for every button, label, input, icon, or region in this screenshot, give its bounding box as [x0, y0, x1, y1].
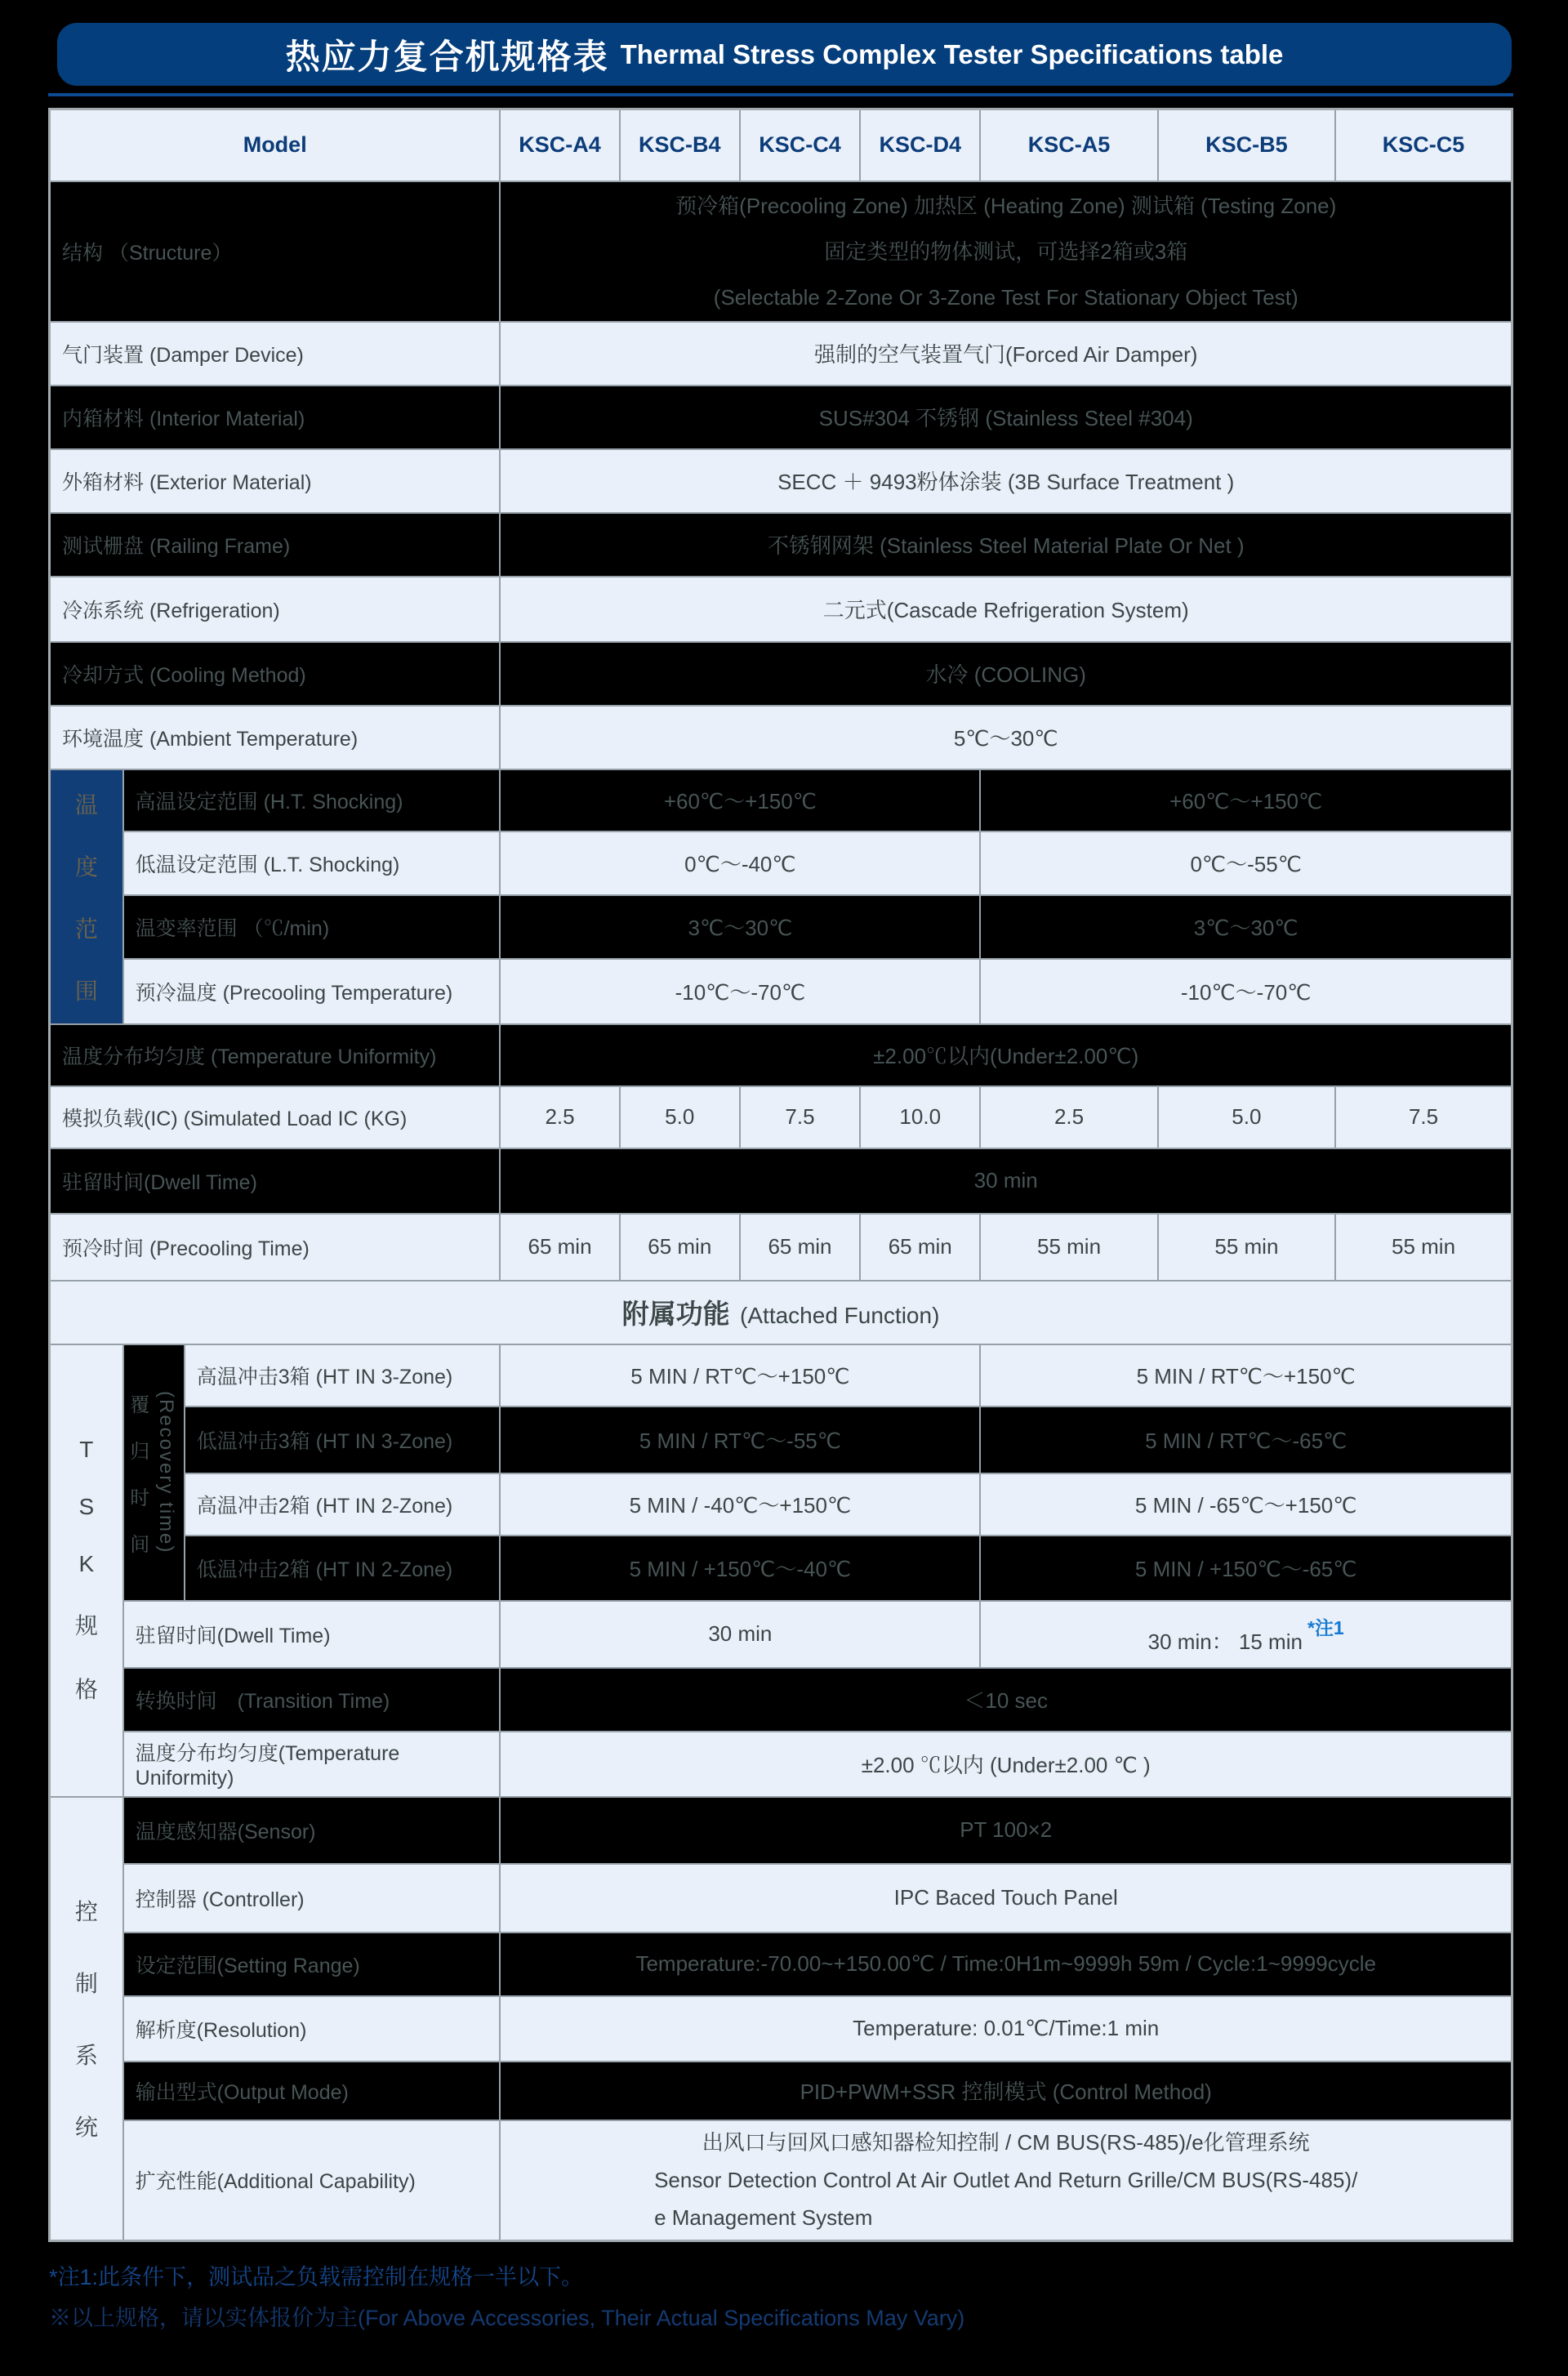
- row-lt2: [50, 1536, 1512, 1601]
- vertical-char: 系: [74, 2043, 98, 2069]
- row-lt3-value-a: 5 MIN / RT℃～-55℃: [500, 1406, 980, 1473]
- row-uniformity-2: [50, 1732, 1512, 1797]
- row-dwell-1: [50, 1148, 1512, 1214]
- vertical-char: S: [78, 1493, 95, 1519]
- precool-time-cell: 65 min: [620, 1214, 740, 1281]
- vertical-char: 制: [74, 1971, 98, 1997]
- row-railing: [50, 513, 1512, 577]
- row-ambient-value: 5℃～30℃: [500, 706, 1512, 769]
- vertical-char: 间: [130, 1533, 150, 1556]
- vertical-char: 温: [74, 791, 98, 818]
- load-value-cell: 10.0: [860, 1086, 980, 1148]
- row-dwell-2-label: 驻留时间(Dwell Time): [123, 1601, 501, 1668]
- title-bar: [57, 23, 1512, 86]
- row-exterior-value: SECC ＋ 9493粉体涂装 (3B Surface Treatment ): [500, 449, 1512, 513]
- row-precool-temp-value-b: -10℃～-70℃: [980, 959, 1512, 1024]
- row-resolution-value: Temperature: 0.01℃/Time:1 min: [500, 1996, 1512, 2062]
- row-capability-label: 扩充性能(Additional Capability): [123, 2120, 501, 2241]
- row-sensor: [50, 1797, 1512, 1864]
- header-divider: [48, 93, 1513, 96]
- model-col-header: KSC-A4: [500, 109, 619, 181]
- row-controller-value: IPC Baced Touch Panel: [500, 1864, 1512, 1932]
- row-lt3: [50, 1406, 1512, 1473]
- row-lt-shocking: [50, 831, 1512, 895]
- row-resolution: [50, 1996, 1512, 2062]
- row-ht2-value-a: 5 MIN / -40℃～+150℃: [500, 1473, 980, 1536]
- load-value-cell: 5.0: [1158, 1086, 1335, 1148]
- row-structure-label: 结构 （Structure）: [50, 181, 501, 322]
- row-ht-label: 高温设定范围 (H.T. Shocking): [123, 769, 501, 831]
- row-output-mode-value: PID+PWM+SSR 控制模式 (Control Method): [500, 2062, 1512, 2120]
- precool-time-cell: 55 min: [1158, 1214, 1335, 1281]
- precool-time-cell: 65 min: [860, 1214, 980, 1281]
- load-value-cell: 7.5: [740, 1086, 860, 1148]
- vertical-char: 格: [74, 1676, 98, 1702]
- row-interior-label: 内箱材料 (Interior Material): [50, 386, 501, 449]
- row-exterior: [50, 449, 1512, 513]
- row-ambient: [50, 706, 1512, 769]
- precool-time-cell: 65 min: [740, 1214, 860, 1281]
- row-railing-label: 测试栅盘 (Railing Frame): [50, 513, 501, 577]
- row-dwell-2: [50, 1601, 1512, 1668]
- row-uniformity-2-value: ±2.00 ℃以内 (Under±2.00 ℃ ): [500, 1732, 1512, 1797]
- row-dwell-2-value-b: [980, 1601, 1512, 1668]
- row-precool-temp-label: 预冷温度 (Precooling Temperature): [123, 959, 501, 1024]
- row-uniformity-2-label: 温度分布均匀度(Temperature Uniformity): [123, 1732, 501, 1797]
- row-lt-value-a: 0℃～-40℃: [500, 831, 980, 895]
- note-ref: *注1: [1307, 1616, 1344, 1638]
- row-uniformity-1: [50, 1024, 1512, 1086]
- model-col-header: KSC-A5: [980, 109, 1157, 181]
- row-sensor-label: 温度感知器(Sensor): [123, 1797, 501, 1864]
- row-output-mode: [50, 2062, 1512, 2120]
- vertical-char: 规: [74, 1612, 98, 1638]
- row-uniformity-1-value: ±2.00℃以内(Under±2.00℃): [500, 1024, 1512, 1086]
- row-load-label: 模拟负载(IC) (Simulated Load IC (KG): [50, 1086, 501, 1148]
- row-rate-label: 温变率范围 （℃/min): [123, 895, 501, 959]
- vertical-char: T: [79, 1436, 94, 1462]
- model-col-header: KSC-B4: [620, 109, 740, 181]
- row-lt-value-b: 0℃～-55℃: [980, 831, 1512, 895]
- capability-sub-lines: [654, 2161, 1357, 2236]
- model-col-header: KSC-C5: [1335, 109, 1512, 181]
- row-exterior-label: 外箱材料 (Exterior Material): [50, 449, 501, 513]
- row-cooling-label: 冷却方式 (Cooling Method): [50, 642, 501, 706]
- spec-table: [48, 108, 1513, 2242]
- section-label-recovery: [123, 1344, 185, 1601]
- row-cooling: [50, 642, 1512, 706]
- row-rate: [50, 895, 1512, 959]
- precool-time-cell: 55 min: [1335, 1214, 1512, 1281]
- row-lt2-value-b: 5 MIN / +150℃～-65℃: [980, 1536, 1512, 1601]
- footnote-2: ※以上规格，请以实体报价为主(For Above Accessories, Their Actual Specifications May Vary): [49, 2306, 965, 2330]
- row-refrigeration-value: 二元式(Cascade Refrigeration System): [500, 577, 1512, 642]
- row-cooling-value: 水冷 (COOLING): [500, 642, 1512, 706]
- row-sensor-value: PT 100×2: [500, 1797, 1512, 1864]
- row-setting-range-value: Temperature:-70.00~+150.00℃ / Time:0H1m~9999h 59m / Cycle:1~9999cycle: [500, 1932, 1512, 1996]
- load-value-cell: 2.5: [500, 1086, 619, 1148]
- row-resolution-label: 解析度(Resolution): [123, 1996, 501, 2062]
- row-ht3: [50, 1344, 1512, 1406]
- row-lt-label: 低温设定范围 (L.T. Shocking): [123, 831, 501, 895]
- attached-function-zh: 附属功能: [621, 1299, 730, 1329]
- row-dwell-2-value-a: 30 min: [500, 1601, 980, 1668]
- row-uniformity-1-label: 温度分布均匀度 (Temperature Uniformity): [50, 1024, 501, 1086]
- row-interior: [50, 386, 1512, 449]
- row-damper: [50, 322, 1512, 386]
- row-dwell-1-label: 驻留时间(Dwell Time): [50, 1148, 501, 1214]
- row-transition-value: ＜10 sec: [500, 1668, 1512, 1732]
- row-setting-range-label: 设定范围(Setting Range): [123, 1932, 501, 1996]
- row-precool-time: [50, 1214, 1512, 1281]
- section-label-tsk: [50, 1344, 123, 1797]
- row-transition-label: 转换时间 (Transition Time): [123, 1668, 501, 1732]
- capability-line: e Management System: [654, 2205, 873, 2231]
- vertical-char: 时: [130, 1487, 150, 1509]
- row-capability: [50, 2120, 1512, 2241]
- model-row-label: Model: [50, 109, 501, 181]
- row-lt2-label: 低温冲击2箱 (HT IN 2-Zone): [185, 1536, 501, 1601]
- precool-time-cell: 55 min: [980, 1214, 1157, 1281]
- structure-line: (Selectable 2-Zone Or 3-Zone Test For Stationary Object Test): [713, 284, 1298, 310]
- row-rate-value-b: 3℃～30℃: [980, 895, 1512, 959]
- vertical-char: 范: [74, 916, 98, 942]
- page-title-en: Thermal Stress Complex Tester Specifications table: [620, 38, 1284, 69]
- row-railing-value: 不锈钢网架 (Stainless Steel Material Plate Or Net ): [500, 513, 1512, 577]
- row-attached-function: [50, 1281, 1512, 1344]
- row-ht3-value-a: 5 MIN / RT℃～+150℃: [500, 1344, 980, 1406]
- vertical-char: K: [78, 1550, 95, 1576]
- vertical-char: 围: [74, 978, 98, 1004]
- section-label-control: [50, 1797, 123, 2241]
- section-label-temp-range: [50, 769, 123, 1024]
- page-title-zh: 热应力复合机规格表: [285, 37, 609, 76]
- row-lt2-value-a: 5 MIN / +150℃～-40℃: [500, 1536, 980, 1601]
- model-col-header: KSC-D4: [860, 109, 980, 181]
- recovery-time-en: (Recovery time): [155, 1390, 178, 1554]
- structure-line: 固定类型的物体测试，可选择2箱或3箱: [824, 238, 1188, 264]
- model-col-header: KSC-C4: [740, 109, 860, 181]
- vertical-char: 覆: [130, 1393, 150, 1416]
- row-ht-value-a: +60℃～+150℃: [500, 769, 980, 831]
- footnote-1: *注1:此条件下，测试品之负载需控制在规格一半以下。: [49, 2265, 584, 2289]
- row-ht2-label: 高温冲击2箱 (HT IN 2-Zone): [185, 1473, 501, 1536]
- row-precool-temp-value-a: -10℃～-70℃: [500, 959, 980, 1024]
- load-value-cell: 2.5: [980, 1086, 1157, 1148]
- structure-line: 预冷箱(Precooling Zone) 加热区 (Heating Zone) 测试箱 (Testing Zone): [675, 193, 1337, 218]
- row-ht2: [50, 1473, 1512, 1536]
- row-structure: [50, 181, 1512, 322]
- row-ambient-label: 环境温度 (Ambient Temperature): [50, 706, 501, 769]
- row-precool-time-label: 预冷时间 (Precooling Time): [50, 1214, 501, 1281]
- model-row: [50, 109, 1512, 181]
- row-lt3-label: 低温冲击3箱 (HT IN 3-Zone): [185, 1406, 501, 1473]
- row-setting-range: [50, 1932, 1512, 1996]
- attached-function-en: (Attached Function): [740, 1303, 940, 1328]
- row-transition: [50, 1668, 1512, 1732]
- load-value-cell: 7.5: [1335, 1086, 1512, 1148]
- precool-time-cell: 65 min: [500, 1214, 619, 1281]
- capability-line: Sensor Detection Control At Air Outlet And Return Grille/CM BUS(RS-485)/: [654, 2168, 1358, 2193]
- row-output-mode-label: 输出型式(Output Mode): [123, 2062, 501, 2120]
- capability-line: 出风口与回风口感知器检知控制 / CM BUS(RS-485)/e化管理系统: [702, 2130, 1310, 2155]
- row-rate-value-a: 3℃～30℃: [500, 895, 980, 959]
- row-load: [50, 1086, 1512, 1148]
- model-col-header: KSC-B5: [1158, 109, 1335, 181]
- row-ht-shocking: [50, 769, 1512, 831]
- row-ht2-value-b: 5 MIN / -65℃～+150℃: [980, 1473, 1512, 1536]
- row-dwell-1-value: 30 min: [500, 1148, 1512, 1214]
- row-controller: [50, 1864, 1512, 1932]
- row-damper-label: 气门装置 (Damper Device): [50, 322, 501, 386]
- row-ht3-label: 高温冲击3箱 (HT IN 3-Zone): [185, 1344, 501, 1406]
- row-precool-temp: [50, 959, 1512, 1024]
- row-lt3-value-b: 5 MIN / RT℃～-65℃: [980, 1406, 1512, 1473]
- row-refrigeration-label: 冷冻系统 (Refrigeration): [50, 577, 501, 642]
- load-value-cell: 5.0: [620, 1086, 740, 1148]
- vertical-char: 控: [74, 1899, 98, 1925]
- row-ht3-value-b: 5 MIN / RT℃～+150℃: [980, 1344, 1512, 1406]
- attached-function-banner: [50, 1281, 1512, 1344]
- vertical-char: 统: [74, 2115, 98, 2141]
- row-capability-value: [500, 2120, 1512, 2241]
- row-structure-value: [500, 181, 1512, 322]
- row-interior-value: SUS#304 不锈钢 (Stainless Steel #304): [500, 386, 1512, 449]
- dwell-2-value-text: 30 min： 15 min: [1147, 1629, 1303, 1654]
- row-ht-value-b: +60℃～+150℃: [980, 769, 1512, 831]
- row-controller-label: 控制器 (Controller): [123, 1864, 501, 1932]
- vertical-char: 度: [74, 854, 98, 880]
- row-refrigeration: [50, 577, 1512, 642]
- row-damper-value: 强制的空气装置气门(Forced Air Damper): [500, 322, 1512, 386]
- vertical-char: 归: [130, 1440, 150, 1463]
